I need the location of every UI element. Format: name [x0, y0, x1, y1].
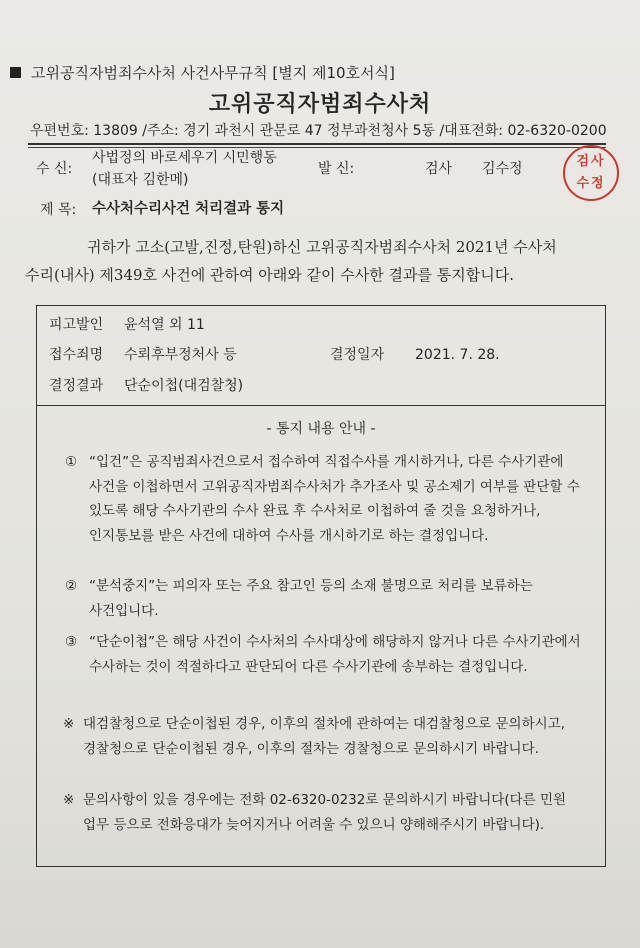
header-rule — [28, 143, 606, 145]
square-bullet-icon — [10, 67, 21, 78]
notice-item-text: “분석중지”는 피의자 또는 주요 참고인 등의 소재 불명으로 처리를 보류하는 사건입니다. — [89, 578, 533, 619]
accused-label: 피고발인 — [49, 317, 104, 333]
notice-item-1 — [65, 450, 585, 548]
sender-label: 발 신: — [318, 161, 355, 177]
subject-label: 제 목: — [40, 202, 77, 218]
notice-item-text: 대검찰청으로 단순이첩된 경우, 이후의 절차에 관하여는 대검찰청으로 문의하시고, 경찰청으로 단순이첩된 경우, 이후의 절차는 경찰청으로 문의하시기 바랍니다. — [83, 716, 566, 757]
result-value: 단순이첩(대검찰청) — [124, 378, 244, 394]
date-label: 결정일자 — [330, 347, 385, 363]
item-marker: ② — [65, 578, 78, 594]
result-label: 결정결과 — [49, 378, 104, 394]
notice-item-text: “단순이첩”은 해당 사건이 수사처의 수사대상에 해당하지 않거나 다른 수사기관에서 수사하는 것이 적절하다고 판단되어 다른 수사기관에 송부하는 결정입니다. — [89, 634, 581, 675]
charge-row — [49, 344, 237, 364]
recipient-representative: (대표자 김한메) — [92, 172, 189, 188]
recipient-name: 사법정의 바로세우기 시민행동 — [92, 150, 277, 166]
notice-item-text: “입건”은 공직범죄사건으로서 접수하여 직접수사를 개시하거나, 다른 수사기관에 사건을 이첩하면서 고위공직자범죄수사처가 추가조사 및 공소제기 여부를 판단할 수 있도록 해당 수사기관의 수사 완료 후 수사처로 이첩하여 줄 것을 요청하거나, 인지통보를 받은 사건에 대하여 수사를 개시하기로 하는 결정입니다. — [89, 454, 580, 544]
official-seal — [563, 145, 619, 201]
seal-text-top: 검사 — [576, 154, 606, 169]
sender-title: 검사 — [425, 161, 453, 177]
date-row — [330, 344, 500, 364]
seal-text-bottom: 수정 — [576, 176, 606, 191]
accused-row — [49, 314, 205, 334]
form-identifier — [10, 62, 395, 83]
notice-item-4 — [63, 712, 587, 761]
item-marker: ※ — [63, 792, 75, 808]
accused-value: 윤석열 외 11 — [124, 317, 205, 333]
form-identifier-text: 고위공직자범죄수사처 사건사무규칙 [별지 제10호서식] — [31, 64, 395, 82]
intro-line-1: 귀하가 고소(고발,진정,탄원)하신 고위공직자범죄수사처 2021년 수사처 — [87, 238, 557, 256]
notice-item-3 — [65, 630, 585, 679]
recipient-label: 수 신: — [36, 161, 73, 177]
notice-item-5 — [63, 788, 587, 837]
notice-box — [36, 405, 606, 867]
date-value: 2021. 7. 28. — [415, 347, 500, 363]
notice-item-2 — [65, 574, 585, 623]
charge-label: 접수죄명 — [49, 347, 104, 363]
item-marker: ③ — [65, 634, 78, 650]
charge-value: 수뢰후부정처사 등 — [124, 347, 237, 363]
intro-line-2: 수리(내사) 제349호 사건에 관하여 아래와 같이 수사한 결과를 통지합니다. — [25, 266, 514, 284]
agency-address: 우편번호: 13809 /주소: 경기 과천시 관문로 47 정부과천청사 5동 /대표전화: 02-6320-0200 — [30, 123, 607, 139]
subject-text: 수사처수리사건 처리결과 통지 — [92, 201, 285, 217]
item-marker: ※ — [63, 716, 75, 732]
item-marker: ① — [65, 454, 78, 470]
sender-name: 김수정 — [482, 161, 523, 177]
agency-title: 고위공직자범죄수사처 — [208, 92, 432, 117]
notice-title: - 통지 내용 안내 - — [266, 421, 376, 437]
case-info-box — [36, 305, 606, 406]
notice-item-text: 문의사항이 있을 경우에는 전화 02-6320-0232로 문의하시기 바랍니다(다른 민원 업무 등으로 전화응대가 늦어지거나 어려울 수 있으니 양해해주시기 바랍니다). — [83, 792, 567, 833]
result-row — [49, 375, 243, 395]
